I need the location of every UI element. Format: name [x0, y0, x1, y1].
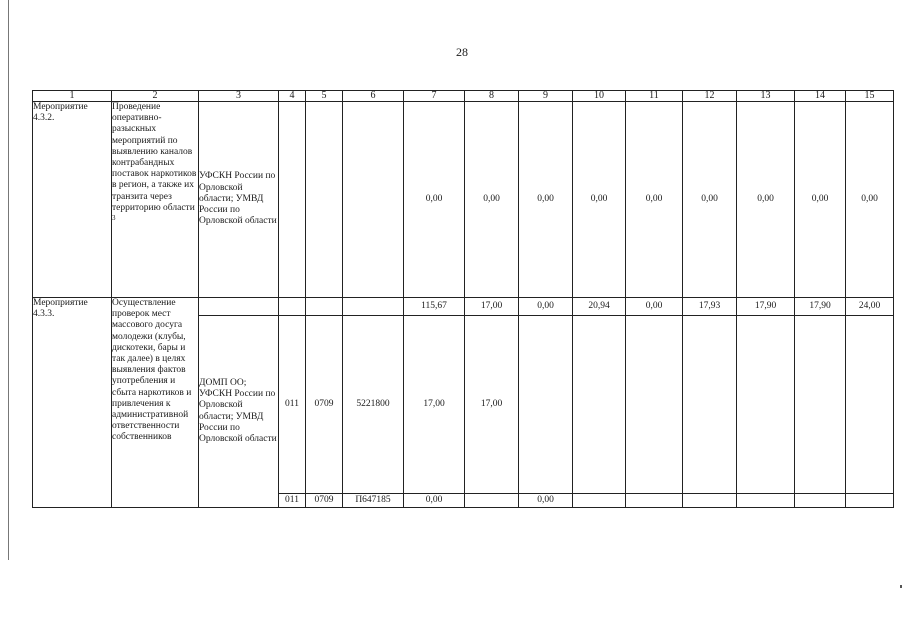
empty-cell: [519, 316, 573, 494]
total-value-cell: 17,93: [683, 298, 737, 316]
header-cell: 12: [683, 91, 737, 102]
value-cell: 17,00: [404, 316, 465, 494]
code-cell: 0709: [306, 316, 343, 494]
header-cell: 14: [795, 91, 846, 102]
activity-4-3-2-row: [33, 102, 894, 298]
header-cell: 3: [199, 91, 279, 102]
value-cell: 0,00: [404, 102, 465, 298]
value-cell: 0,00: [737, 102, 795, 298]
activity-code: Мероприятие 4.3.3.: [33, 298, 112, 508]
header-cell: 15: [846, 91, 894, 102]
total-value-cell: 115,67: [404, 298, 465, 316]
activities-table: [32, 90, 894, 508]
header-cell: 1: [33, 91, 112, 102]
value-cell: 0,00: [846, 102, 894, 298]
value-cell: 0,00: [795, 102, 846, 298]
code-cell: 011: [279, 494, 306, 508]
value-cell: 0,00: [573, 102, 626, 298]
activity-description: Осуществление проверок мест массового досуга молодежи (клубы, дискотеки, бары и так далее) в целях выявления фактов употребления и сбыта наркотиков и привлечения к административной ответственности собственников: [112, 298, 199, 508]
total-value-cell: 20,94: [573, 298, 626, 316]
header-cell: 5: [306, 91, 343, 102]
code-cell: 0709: [306, 494, 343, 508]
total-value-cell: 0,00: [626, 298, 683, 316]
empty-cell: [199, 298, 279, 316]
header-cell: 7: [404, 91, 465, 102]
header-cell: 10: [573, 91, 626, 102]
empty-cell: [683, 494, 737, 508]
header-cell: 6: [343, 91, 404, 102]
total-value-cell: 0,00: [519, 298, 573, 316]
total-value-cell: 24,00: [846, 298, 894, 316]
header-cell: 4: [279, 91, 306, 102]
activity-executor: ДОМП ОО; УФСКН России по Орловской области; УМВД России по Орловской области: [199, 316, 279, 508]
empty-cell: [573, 316, 626, 494]
header-row: [33, 91, 894, 102]
value-cell: 0,00: [626, 102, 683, 298]
code-cell: 5221800: [343, 316, 404, 494]
value-cell: 0,00: [519, 102, 573, 298]
empty-cell: [279, 298, 306, 316]
header-cell: 2: [112, 91, 199, 102]
empty-cell: [683, 316, 737, 494]
activity-4-3-3-total-row: [33, 298, 894, 316]
code-cell: П647185: [343, 494, 404, 508]
code-cell: 011: [279, 316, 306, 494]
header-cell: 9: [519, 91, 573, 102]
value-cell: 0,00: [683, 102, 737, 298]
empty-cell: [846, 494, 894, 508]
value-cell: 0,00: [465, 102, 519, 298]
total-value-cell: 17,00: [465, 298, 519, 316]
empty-cell: [795, 316, 846, 494]
total-value-cell: 17,90: [795, 298, 846, 316]
scan-left-edge: [8, 0, 9, 560]
empty-cell: [795, 494, 846, 508]
page-number: 28: [456, 45, 468, 59]
activity-description: Проведение оперативно-разыскных мероприятий по выявлению каналов контрабандных поставок наркотиков в регион, а также их транзита через территорию области $^3$: [112, 102, 199, 298]
scan-speck: [900, 585, 902, 588]
activity-executor: УФСКН России по Орловской области; УМВД России по Орловской области: [199, 102, 279, 298]
empty-cell: [573, 494, 626, 508]
empty-cell: [343, 298, 404, 316]
total-value-cell: 17,90: [737, 298, 795, 316]
empty-cell: [846, 316, 894, 494]
value-cell: 17,00: [465, 316, 519, 494]
footnote-mark: 3: [112, 214, 116, 223]
empty-cell: [306, 298, 343, 316]
empty-cell: [343, 102, 404, 298]
empty-cell: [737, 316, 795, 494]
empty-cell: [465, 494, 519, 508]
empty-cell: [306, 102, 343, 298]
value-cell: 0,00: [519, 494, 573, 508]
empty-cell: [626, 494, 683, 508]
header-cell: 8: [465, 91, 519, 102]
value-cell: 0,00: [404, 494, 465, 508]
header-cell: 11: [626, 91, 683, 102]
empty-cell: [279, 102, 306, 298]
header-cell: 13: [737, 91, 795, 102]
activity-code: Мероприятие 4.3.2.: [33, 102, 112, 298]
empty-cell: [737, 494, 795, 508]
empty-cell: [626, 316, 683, 494]
